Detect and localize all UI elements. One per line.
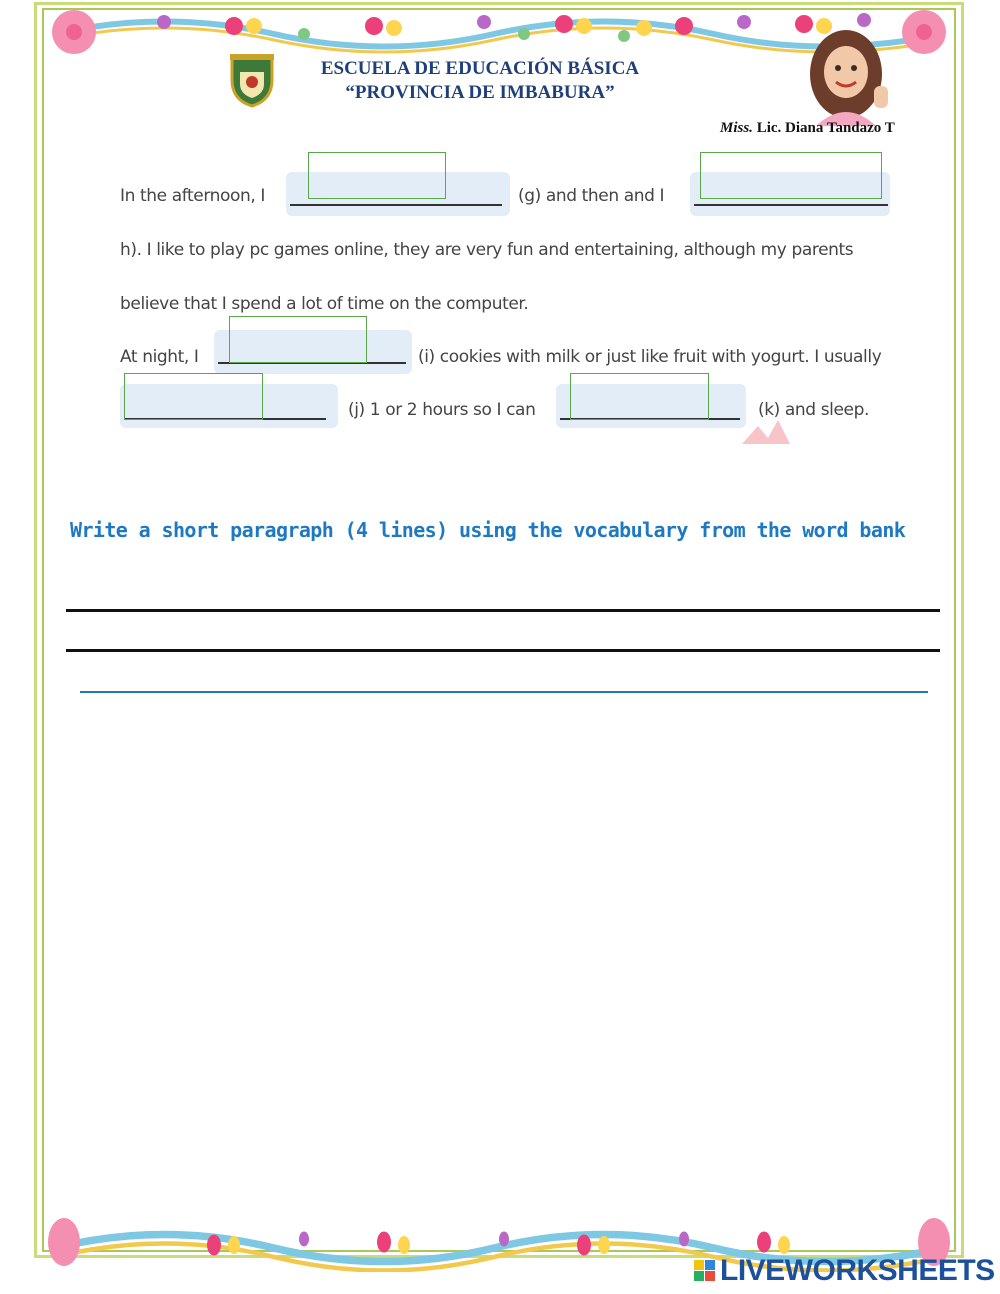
school-title-line1: ESCUELA DE EDUCACIÓN BÁSICA <box>320 58 640 79</box>
liveworksheets-brand: LIVEWORKSHEETS <box>720 1254 995 1287</box>
writing-line-2[interactable] <box>66 649 940 652</box>
exercise-line3: believe that I spend a lot of time on the computer. <box>120 294 529 314</box>
exercise-line4-end: (i) cookies with milk or just like fruit with yogurt. I usually <box>418 347 882 367</box>
answer-input-j[interactable] <box>124 373 263 420</box>
answer-input-h[interactable] <box>700 152 882 199</box>
exercise-line4-start: At night, I <box>120 347 199 367</box>
exercise-line5-start: (j) 1 or 2 hours so I can <box>348 400 536 420</box>
teacher-name: Lic. Diana Tandazo T <box>756 120 895 136</box>
answer-input-g[interactable] <box>308 152 446 199</box>
writing-line-3[interactable] <box>80 691 928 693</box>
exercise-line2: h). I like to play pc games online, they are very fun and entertaining, although my parents <box>120 240 854 260</box>
exercise-line1-mid: (g) and then and I <box>518 186 665 206</box>
writing-instruction: Write a short paragraph (4 lines) using the vocabulary from the word bank <box>70 518 906 542</box>
answer-input-k[interactable] <box>570 373 709 420</box>
exercise-line1-start: In the afternoon, I <box>120 186 265 206</box>
liveworksheets-logo-icon <box>694 1260 716 1282</box>
school-title-line2: “PROVINCIA DE IMBABURA” <box>345 82 615 103</box>
blank-underline-h <box>694 204 888 206</box>
blank-underline-g <box>290 204 502 206</box>
teacher-prefix: Miss. <box>720 120 753 136</box>
teacher-avatar-icon <box>796 26 926 126</box>
teacher-credit <box>720 120 895 137</box>
writing-line-1[interactable] <box>66 609 940 612</box>
answer-input-i[interactable] <box>229 316 367 363</box>
school-crest-icon <box>222 50 282 110</box>
exercise-line5-end: (k) and sleep. <box>758 400 869 420</box>
decorative-blot-icon <box>738 418 804 446</box>
